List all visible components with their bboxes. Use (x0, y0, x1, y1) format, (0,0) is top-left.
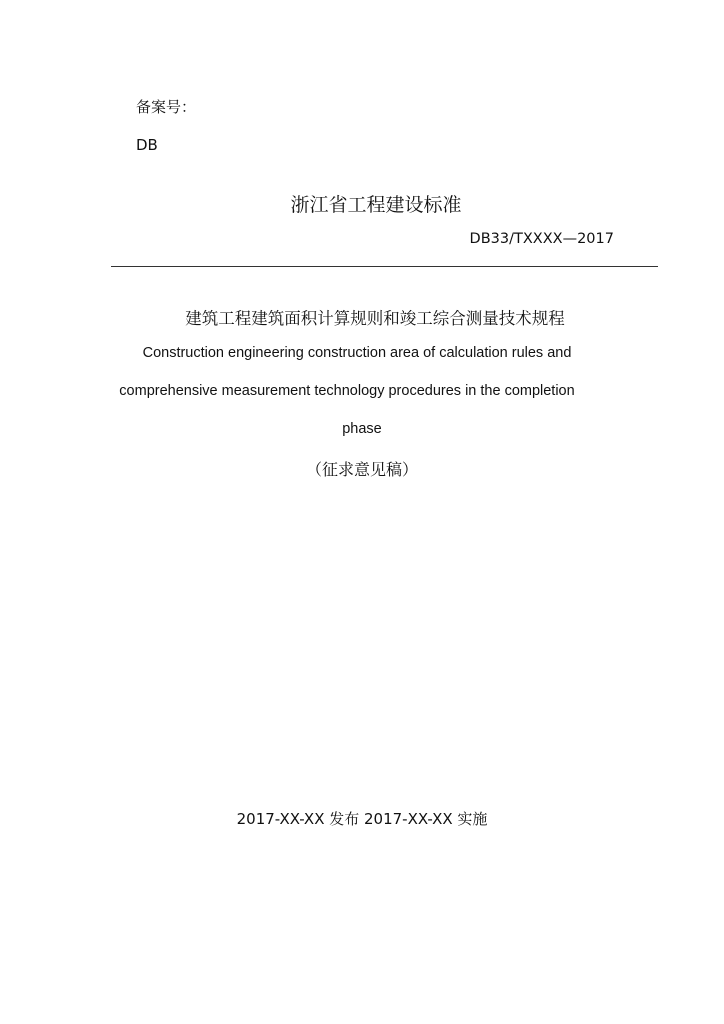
document-title-cn: 建筑工程建筑面积计算规则和竣工综合测量技术规程 (185, 309, 565, 328)
draft-status: （征求意见稿） (305, 460, 418, 479)
document-title-en-line-2: comprehensive measurement technology procedures in the completion (119, 383, 575, 399)
document-title-en-line-1: Construction engineering construction area of calculation rules and (142, 345, 572, 361)
publish-implement-dates: 2017-XX-XX 发布 2017-XX-XX 实施 (236, 810, 488, 828)
standard-prefix: DB (136, 136, 158, 154)
record-number-label: 备案号： (136, 98, 197, 116)
document-title-en-line-3: phase (342, 421, 382, 437)
standard-number: DB33/TXXXX—2017 (469, 231, 614, 247)
standard-type-heading: 浙江省工程建设标准 (290, 194, 462, 216)
header-divider (111, 266, 658, 267)
